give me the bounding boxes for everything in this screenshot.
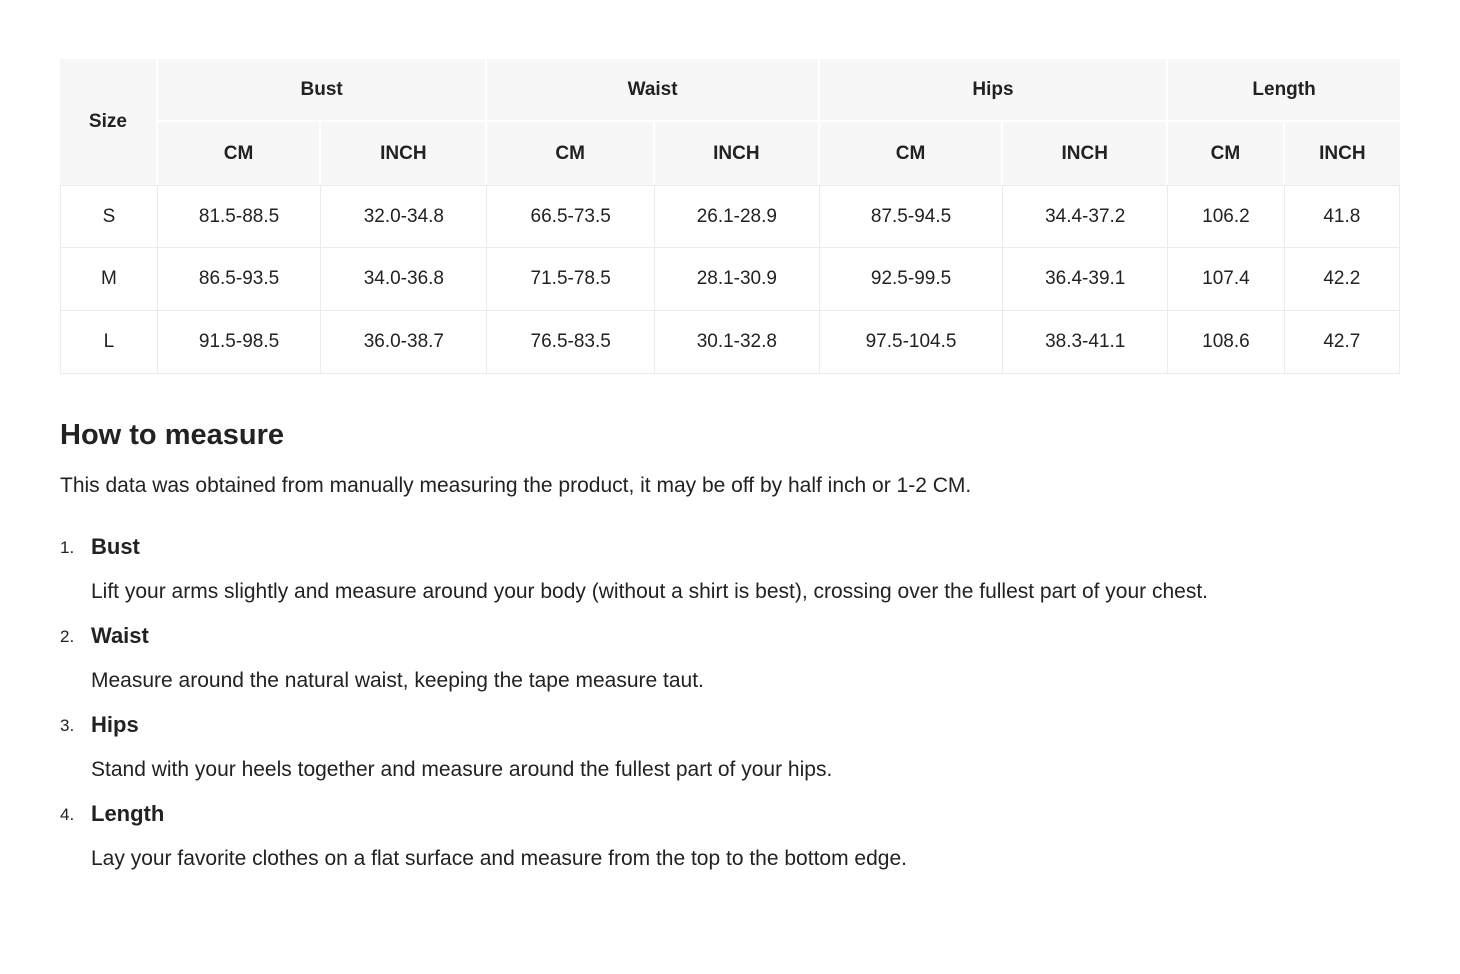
- cell-bust-inch: 34.0-36.8: [321, 248, 487, 311]
- header-hips-inch: INCH: [1003, 122, 1168, 185]
- size-chart-body: [60, 185, 1400, 374]
- header-group-bust: Bust: [158, 59, 488, 122]
- header-waist-inch: INCH: [655, 122, 820, 185]
- cell-bust-cm: 91.5-98.5: [158, 311, 321, 374]
- cell-length-cm: 106.2: [1168, 185, 1285, 248]
- cell-waist-inch: 30.1-32.8: [655, 311, 820, 374]
- cell-length-inch: 42.7: [1285, 311, 1400, 374]
- step-description: Stand with your heels together and measure around the fullest part of your hips.: [91, 758, 833, 781]
- header-group-waist: Waist: [487, 59, 819, 122]
- step-description: Lift your arms slightly and measure around your body (without a shirt is best), crossing over the fullest part of your chest.: [91, 580, 1209, 603]
- cell-waist-inch: 26.1-28.9: [655, 185, 820, 248]
- cell-hips-cm: 87.5-94.5: [820, 185, 1004, 248]
- header-group-hips: Hips: [820, 59, 1168, 122]
- header-group-length: Length: [1168, 59, 1400, 122]
- cell-waist-cm: 66.5-73.5: [487, 185, 655, 248]
- cell-hips-cm: 92.5-99.5: [820, 248, 1004, 311]
- step-number: 1.: [60, 538, 75, 557]
- header-size: Size: [60, 59, 158, 185]
- measure-steps-list: [60, 529, 1400, 876]
- cell-bust-inch: 36.0-38.7: [321, 311, 487, 374]
- step-title: Waist: [91, 623, 149, 648]
- size-chart-header: [60, 59, 1400, 185]
- step-number: 3.: [60, 716, 75, 735]
- header-waist-cm: CM: [487, 122, 655, 185]
- how-to-measure-section: [60, 418, 1400, 876]
- cell-waist-cm: 71.5-78.5: [487, 248, 655, 311]
- cell-bust-cm: 86.5-93.5: [158, 248, 321, 311]
- cell-hips-inch: 38.3-41.1: [1003, 311, 1168, 374]
- table-row-size-m: [60, 248, 1400, 311]
- table-row-size-s: [60, 185, 1400, 248]
- cell-length-inch: 41.8: [1285, 185, 1400, 248]
- step-description: Lay your favorite clothes on a flat surface and measure from the top to the bottom edge.: [91, 847, 907, 870]
- cell-waist-inch: 28.1-30.9: [655, 248, 820, 311]
- step-title: Hips: [91, 712, 139, 737]
- how-to-measure-heading: How to measure: [60, 419, 284, 451]
- measure-step-length: [60, 796, 1400, 876]
- header-bust-cm: CM: [158, 122, 321, 185]
- size-chart-table: [60, 59, 1400, 374]
- cell-length-cm: 108.6: [1168, 311, 1285, 374]
- cell-hips-cm: 97.5-104.5: [820, 311, 1004, 374]
- step-title: Length: [91, 801, 165, 826]
- cell-bust-cm: 81.5-88.5: [158, 185, 321, 248]
- cell-length-cm: 107.4: [1168, 248, 1285, 311]
- header-hips-cm: CM: [820, 122, 1004, 185]
- step-title: Bust: [91, 534, 140, 559]
- header-length-cm: CM: [1168, 122, 1285, 185]
- measure-step-hips: [60, 707, 1400, 787]
- step-number: 4.: [60, 805, 75, 824]
- measure-step-bust: [60, 529, 1400, 609]
- how-to-measure-intro: This data was obtained from manually measuring the product, it may be off by half inch or 1-2 CM.: [60, 474, 972, 497]
- header-length-inch: INCH: [1285, 122, 1400, 185]
- table-row-size-l: [60, 311, 1400, 374]
- cell-waist-cm: 76.5-83.5: [487, 311, 655, 374]
- step-number: 2.: [60, 627, 75, 646]
- cell-size: M: [60, 248, 158, 311]
- cell-hips-inch: 34.4-37.2: [1003, 185, 1168, 248]
- step-description: Measure around the natural waist, keeping the tape measure taut.: [91, 669, 704, 692]
- cell-size: S: [60, 185, 158, 248]
- measure-step-waist: [60, 618, 1400, 698]
- cell-bust-inch: 32.0-34.8: [321, 185, 487, 248]
- cell-hips-inch: 36.4-39.1: [1003, 248, 1168, 311]
- cell-size: L: [60, 311, 158, 374]
- header-bust-inch: INCH: [321, 122, 487, 185]
- cell-length-inch: 42.2: [1285, 248, 1400, 311]
